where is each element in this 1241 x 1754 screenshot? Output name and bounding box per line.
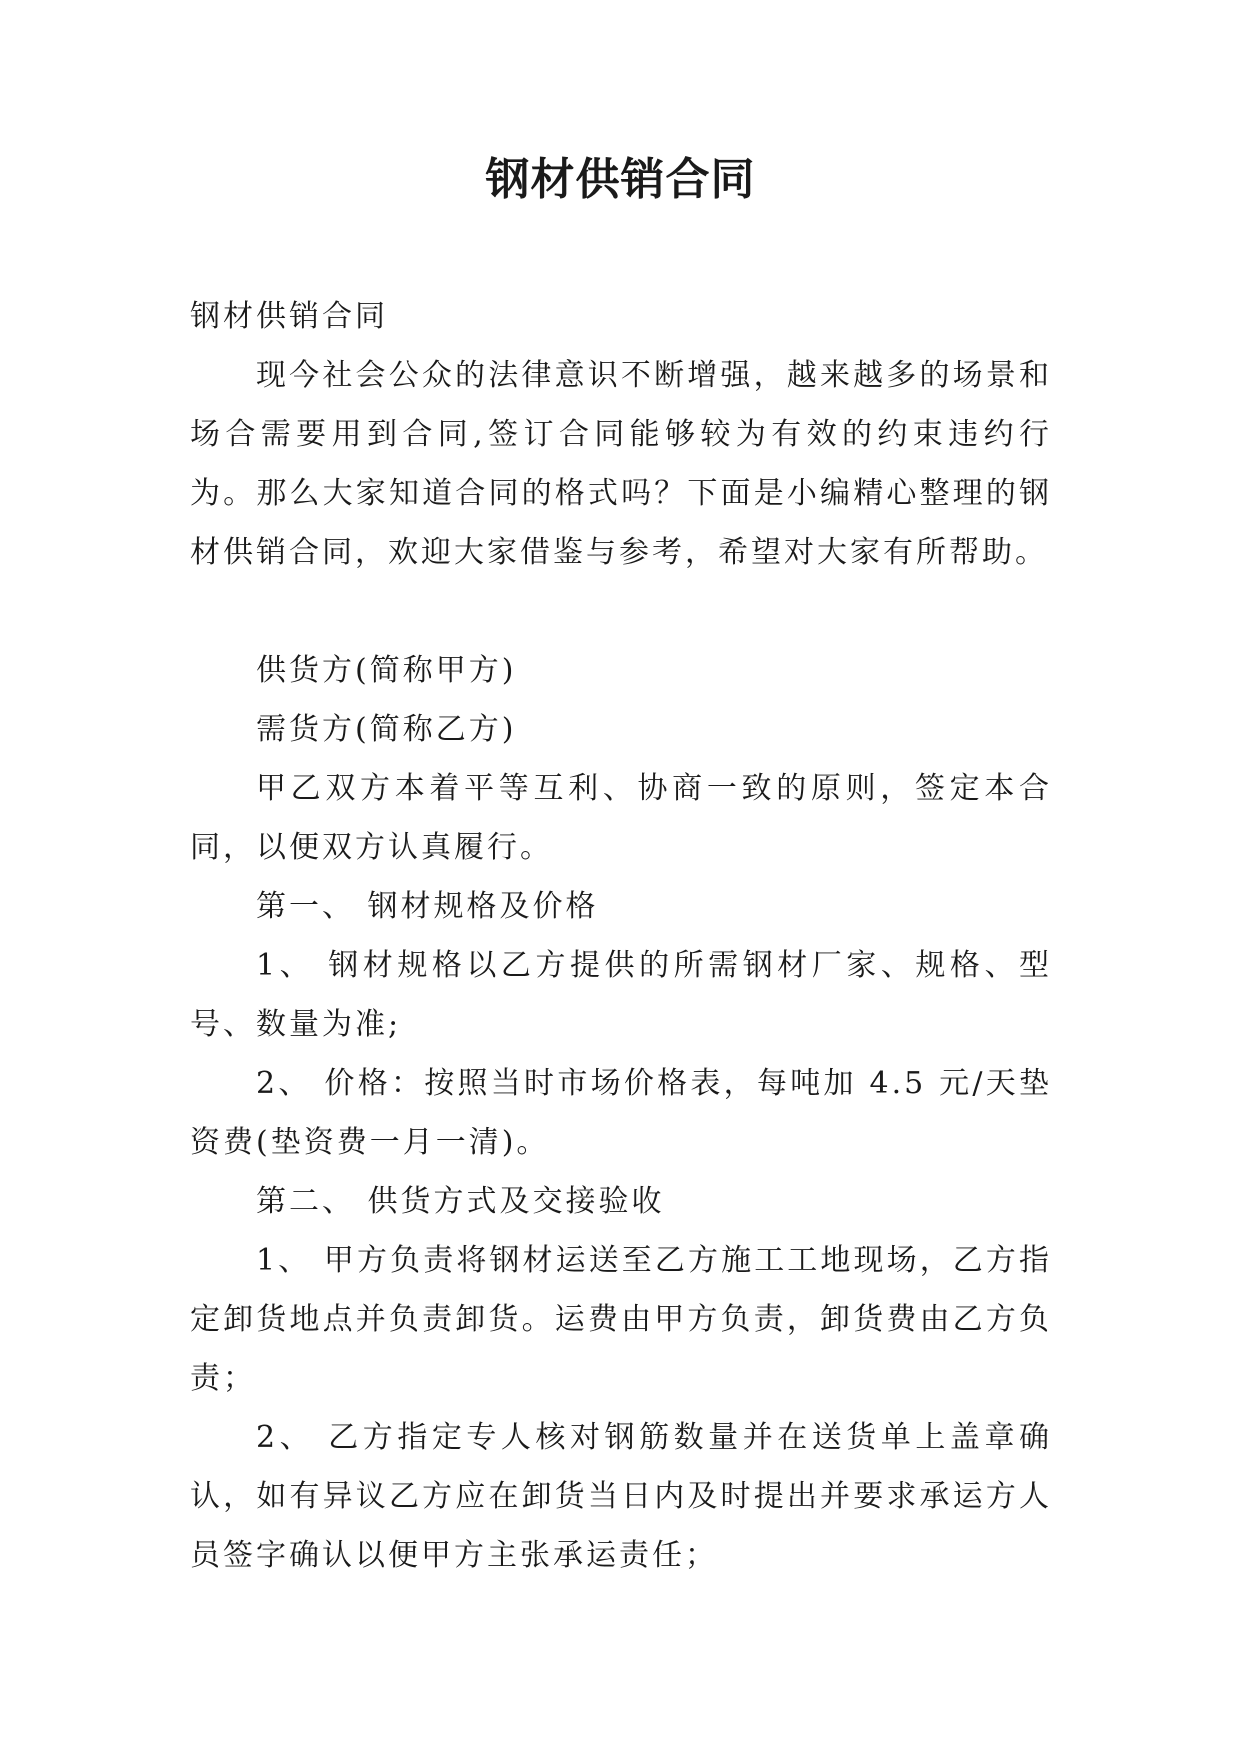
- party-a-line: 供货方(简称甲方): [256, 653, 517, 688]
- blank-line: [190, 582, 1052, 641]
- agreement-paragraph: 甲乙双方本着平等互利、协商一致的原则，签定本合同，以便双方认真履行。: [190, 771, 1052, 865]
- section-2-clause-1: 1、 甲方负责将钢材运送至乙方施工工地现场，乙方指定卸货地点并负责卸货。运费由甲方负责，卸货费由乙方负责；: [190, 1243, 1052, 1396]
- intro-paragraph: 现今社会公众的法律意识不断增强，越来越多的场景和场合需要用到合同,签订合同能够较为有效的约束违约行为。那么大家知道合同的格式吗？下面是小编精心整理的钢材供销合同，欢迎大家借鉴与参考，希望对大家有所帮助。: [190, 358, 1052, 570]
- section-2-clause-2: 2、 乙方指定专人核对钢筋数量并在送货单上盖章确认，如有异议乙方应在卸货当日内及时提出并要求承运方人员签字确认以便甲方主张承运责任；: [190, 1420, 1052, 1573]
- section-1-clause-1: 1、 钢材规格以乙方提供的所需钢材厂家、规格、型号、数量为准;: [190, 948, 1052, 1042]
- section-1-heading: 第一、 钢材规格及价格: [256, 889, 599, 924]
- section-1-clause-2: 2、 价格：按照当时市场价格表，每吨加 4.5 元/天垫资费(垫资费一月一清)。: [190, 1066, 1052, 1160]
- doc-subtitle: 钢材供销合同: [190, 299, 388, 334]
- section-2-heading: 第二、 供货方式及交接验收: [256, 1184, 665, 1219]
- document-body: [190, 287, 1052, 1585]
- document-title: 钢材供销合同: [485, 154, 756, 205]
- party-b-line: 需货方(简称乙方): [256, 712, 517, 747]
